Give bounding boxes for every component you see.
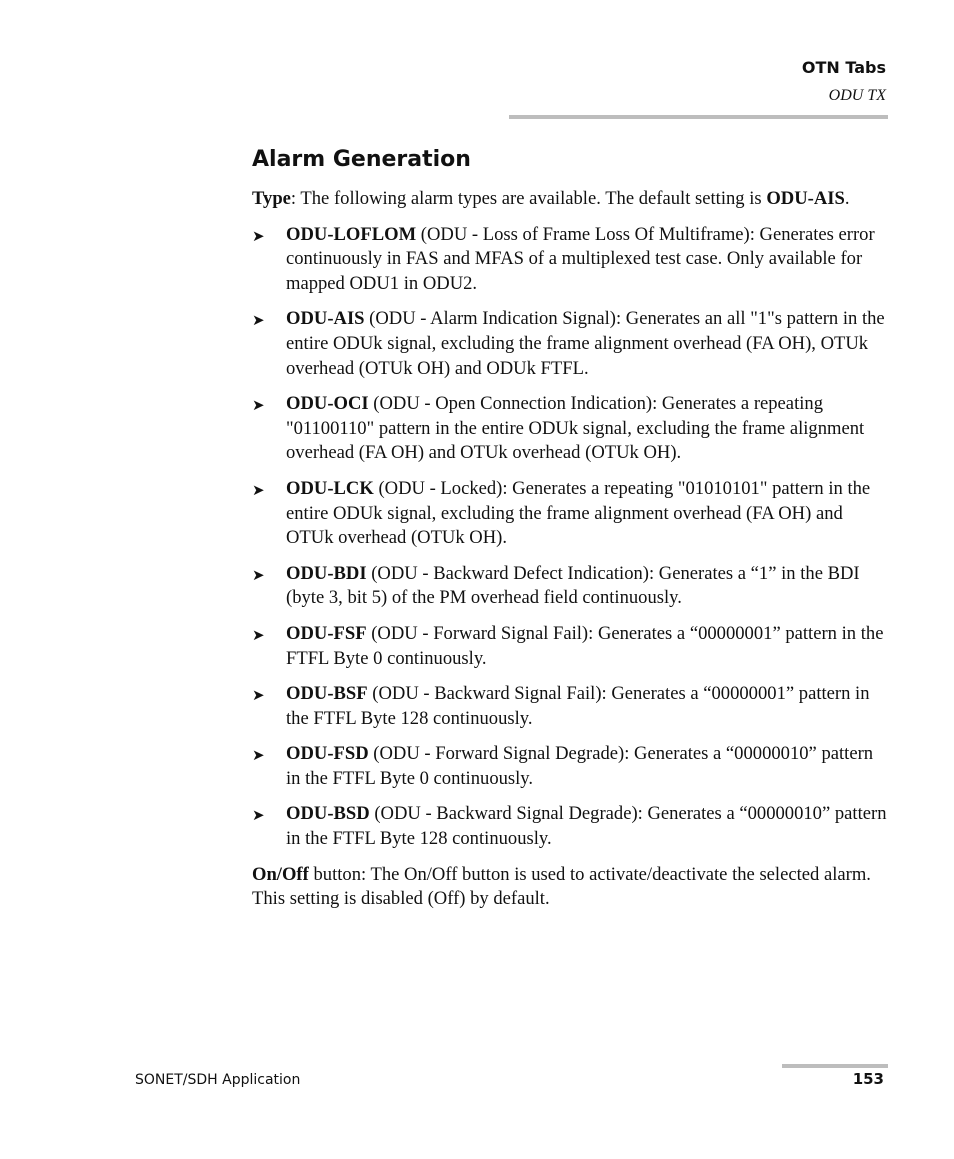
alarm-name: ODU-LCK xyxy=(286,477,374,499)
alarm-description: (ODU - Backward Signal Degrade): Generates a “00000010” pattern in the FTFL Byte 128 continuously. xyxy=(286,803,887,850)
intro-paragraph xyxy=(252,187,888,212)
alarm-description: (ODU - Alarm Indication Signal): Generates an all "1"s pattern in the entire ODUk signal, excluding the frame alignment overhead (FA OH), OTUk overhead (OTUk OH) and ODUk FTFL. xyxy=(286,308,885,379)
list-item xyxy=(252,742,888,791)
arrowhead-bullet-icon: ➤ xyxy=(252,686,265,705)
alarm-name: ODU-FSD xyxy=(286,743,369,765)
alarm-description: (ODU - Backward Defect Indication): Generates a “1” in the BDI (byte 3, bit 5) of the PM overhead field continuously. xyxy=(286,562,860,609)
header-title: OTN Tabs xyxy=(801,58,886,77)
section-title: Alarm Generation xyxy=(252,147,471,172)
list-item xyxy=(252,682,888,731)
list-item xyxy=(252,622,888,671)
alarm-name: ODU-FSF xyxy=(286,622,367,644)
alarm-name: ODU-LOFLOM xyxy=(286,223,417,245)
list-item xyxy=(252,392,888,466)
list-item xyxy=(252,802,888,851)
arrowhead-bullet-icon: ➤ xyxy=(252,806,265,825)
alarm-name: ODU-BSF xyxy=(286,683,368,705)
header-divider xyxy=(509,115,888,119)
alarm-description: (ODU - Backward Signal Fail): Generates a “00000001” pattern in the FTFL Byte 128 continuously. xyxy=(286,683,870,729)
onoff-label: On/Off xyxy=(252,863,309,885)
arrowhead-bullet-icon: ➤ xyxy=(252,226,265,245)
intro-text: : The following alarm types are available. The default setting is xyxy=(290,188,767,209)
onoff-paragraph xyxy=(252,863,888,912)
alarm-type-list xyxy=(252,223,888,852)
alarm-name: ODU-BSD xyxy=(286,803,370,825)
alarm-description: (ODU - Forward Signal Fail): Generates a “00000001” pattern in the FTFL Byte 0 continuously. xyxy=(286,622,884,669)
alarm-description: (ODU - Forward Signal Degrade): Generates a “00000010” pattern in the FTFL Byte 0 continuously. xyxy=(286,743,874,789)
list-item xyxy=(252,562,888,611)
alarm-description: (ODU - Loss of Frame Loss Of Multiframe): Generates error continuously in FAS and MFAS of a multiplexed test case. Only available for mapped ODU1 in ODU2. xyxy=(286,223,875,294)
intro-default-value: ODU-AIS xyxy=(766,188,845,209)
onoff-text: button: The On/Off button is used to activate/deactivate the selected alarm. This setting is disabled (Off) by default. xyxy=(252,863,871,910)
intro-text-end: . xyxy=(844,188,850,209)
list-item xyxy=(252,307,888,381)
alarm-description: (ODU - Locked): Generates a repeating "01010101" pattern in the entire ODUk signal, excluding the frame alignment overhead (FA OH) and OTUk overhead (OTUk OH). xyxy=(286,477,871,549)
list-item xyxy=(252,223,888,297)
arrowhead-bullet-icon: ➤ xyxy=(252,311,265,330)
arrowhead-bullet-icon: ➤ xyxy=(252,565,265,584)
header-subtitle: ODU TX xyxy=(828,87,886,104)
footer-document-title: SONET/SDH Application xyxy=(135,1072,301,1088)
main-content xyxy=(252,143,888,923)
footer-divider xyxy=(782,1064,888,1068)
alarm-name: ODU-AIS xyxy=(286,308,365,330)
list-item xyxy=(252,477,888,551)
alarm-name: ODU-BDI xyxy=(286,562,367,584)
intro-label: Type xyxy=(252,188,291,209)
arrowhead-bullet-icon: ➤ xyxy=(252,625,265,644)
arrowhead-bullet-icon: ➤ xyxy=(252,480,265,499)
alarm-description: (ODU - Open Connection Indication): Generates a repeating "01100110" pattern in the entire ODUk signal, excluding the frame alignment overhead (FA OH) and OTUk overhead (OTUk OH). xyxy=(286,393,865,464)
running-header xyxy=(802,56,886,108)
page-number: 153 xyxy=(852,1070,884,1088)
arrowhead-bullet-icon: ➤ xyxy=(252,746,265,765)
arrowhead-bullet-icon: ➤ xyxy=(252,396,265,415)
alarm-name: ODU-OCI xyxy=(286,393,369,415)
